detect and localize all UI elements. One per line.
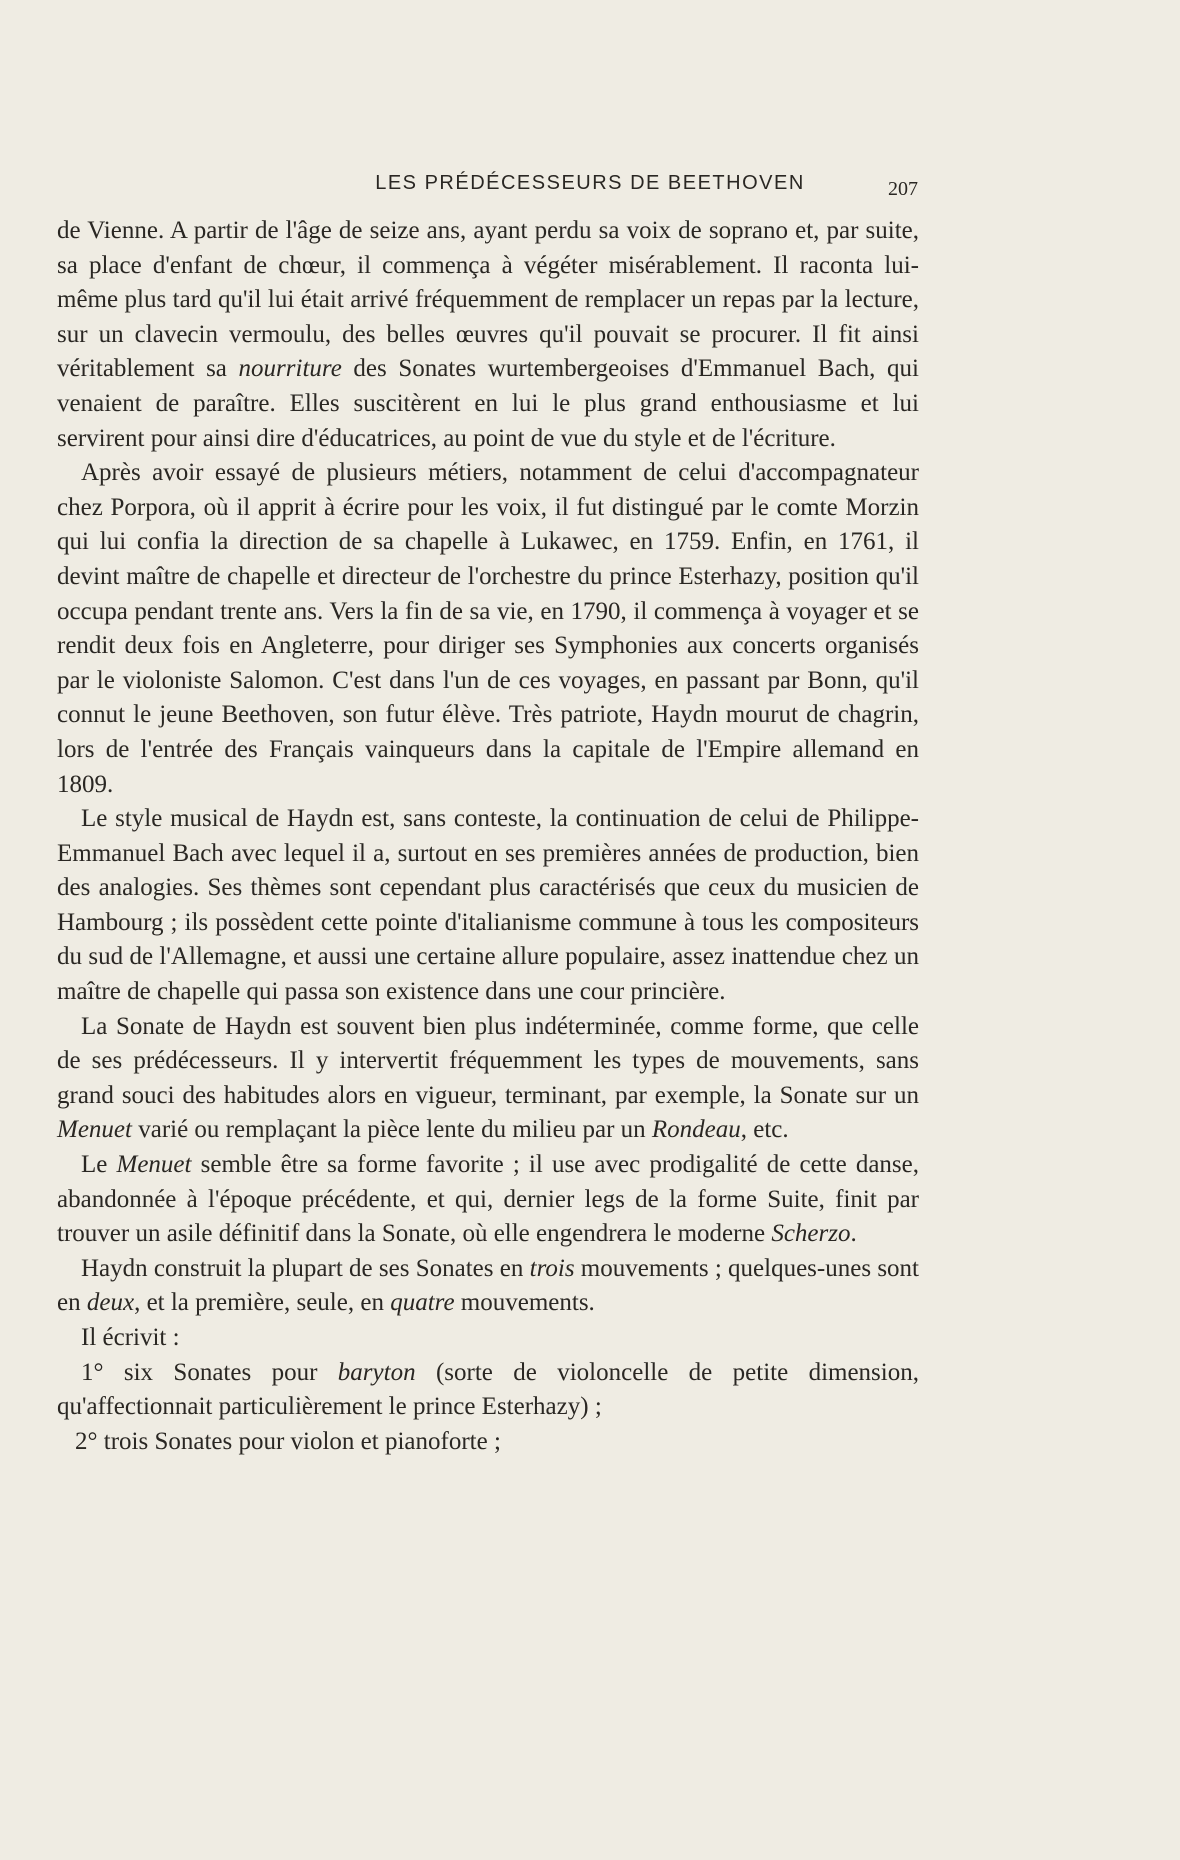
paragraph-menuet bbox=[57, 1148, 919, 1252]
paragraph-text: de Vienne. A partir de l'âge de seize ans, ayant perdu sa voix de soprano et, par suite, sa place d'enfant de chœur, il commença à végéter misérablement. Il raconta lui-même plus tard qu'il lui était arrivé fréquemment de remplacer un repas par la lecture, sur un clavecin vermoulu, des belles œuvres qu'il pouvait se procurer. Il fit ainsi véritablement sa bbox=[57, 217, 919, 383]
page-number: 207 bbox=[888, 178, 918, 200]
italic-term: deux bbox=[86, 1289, 135, 1317]
paragraph-text: . bbox=[850, 1220, 857, 1248]
paragraph-text: varié ou remplaçant la pièce lente du milieu par un bbox=[131, 1116, 652, 1144]
paragraph-text: , et la première, seule, en bbox=[134, 1289, 391, 1317]
paragraph-haydn-style: Le style musical de Haydn est, sans conteste, la continuation de celui de Philippe-Emmanuel Bach avec lequel il a, surtout en ses premières années de production, bien des analogies. Ses thèmes sont cependant plus caractérisés que ceux du musicien de Hambourg ; ils possèdent cette pointe d'italianisme commune à tous les compositeurs du sud de l'Allemagne, et aussi une certaine allure populaire, assez inattendue chez un maître de chapelle qui passa son existence dans une cour princière. bbox=[57, 805, 919, 1006]
paragraph-haydn-career: Après avoir essayé de plusieurs métiers, notamment de celui d'accompagnateur chez Porpora, où il apprit à écrire pour les voix, il fut distingué par le comte Morzin qui lui confia la direction de sa chapelle à Lukawec, en 1759. Enfin, en 1761, il devint maître de chapelle et directeur de l'orchestre du prince Esterhazy, position qu'il occupa pendant trente ans. Vers la fin de sa vie, en 1790, il commença à voyager et se rendit deux fois en Angleterre, pour diriger ses Symphonies aux concerts organisés par le violoniste Salomon. C'est dans l'un de ces voyages, en passant par Bonn, qu'il connut le jeune Beethoven, son futur élève. Très patriote, Haydn mourut de chagrin, lors de l'entrée des Français vainqueurs dans la capitale de l'Empire allemand en 1809. bbox=[57, 459, 919, 798]
italic-term: Scherzo bbox=[771, 1220, 851, 1248]
paragraph-haydn-youth bbox=[57, 214, 919, 456]
paragraph-text: Haydn construit la plupart de ses Sonates en bbox=[81, 1254, 530, 1282]
paragraph-text: mouvements. bbox=[454, 1289, 595, 1317]
paragraph-text: La Sonate de Haydn est souvent bien plus indéterminée, comme forme, que celle de ses prédécesseurs. Il y intervertit fréquemment les types de mouvements, sans grand souci des habitudes alors en vigueur, terminant, par exemple, la Sonate sur un bbox=[57, 1012, 919, 1109]
paragraph-text: Le bbox=[81, 1151, 117, 1179]
paragraph-text: mouvements ; quelques-unes sont en bbox=[57, 1254, 919, 1317]
list-item-violin-sonatas: 2° trois Sonates pour violon et pianoforte ; bbox=[75, 1427, 501, 1455]
paragraph-movements bbox=[57, 1252, 919, 1321]
paragraph-haydn-sonata-form bbox=[57, 1010, 919, 1148]
paragraph-text: semble être sa forme favorite ; il use avec prodigalité de cette danse, abandonnée à l'époque précédente, et qui, dernier legs de la forme Suite, finit par trouver un asile définitif dans la Sonate, où elle engendrera le moderne bbox=[57, 1151, 919, 1248]
running-header bbox=[0, 172, 1180, 202]
italic-term: nourriture bbox=[238, 355, 342, 383]
paragraph-text: , etc. bbox=[740, 1116, 789, 1144]
italic-term: trois bbox=[529, 1254, 575, 1282]
italic-term: Menuet bbox=[57, 1116, 132, 1144]
paragraph-il-ecrivit: Il écrivit : bbox=[81, 1324, 180, 1351]
list-item-baryton-sonatas bbox=[57, 1356, 919, 1425]
list-item-text: (sorte de violoncelle de petite dimension, qu'affectionnait particulièrement le prince Esterhazy) ; bbox=[57, 1358, 919, 1421]
italic-term: baryton bbox=[337, 1358, 416, 1386]
italic-term: quatre bbox=[390, 1289, 455, 1317]
italic-term: Menuet bbox=[116, 1151, 192, 1179]
list-item-text: 1° six Sonates pour bbox=[81, 1358, 338, 1386]
paragraph-text: des Sonates wurtembergeoises d'Emmanuel Bach, qui venaient de paraître. Elles suscitèrent en lui le plus grand enthousiasme et lui servirent pour ainsi dire d'éducatrices, au point de vue du style et de l'écriture. bbox=[57, 355, 920, 452]
italic-term: Rondeau bbox=[651, 1116, 741, 1144]
running-title: LES PRÉDÉCESSEURS DE BEETHOVEN bbox=[375, 172, 805, 194]
body-text bbox=[57, 214, 919, 1459]
